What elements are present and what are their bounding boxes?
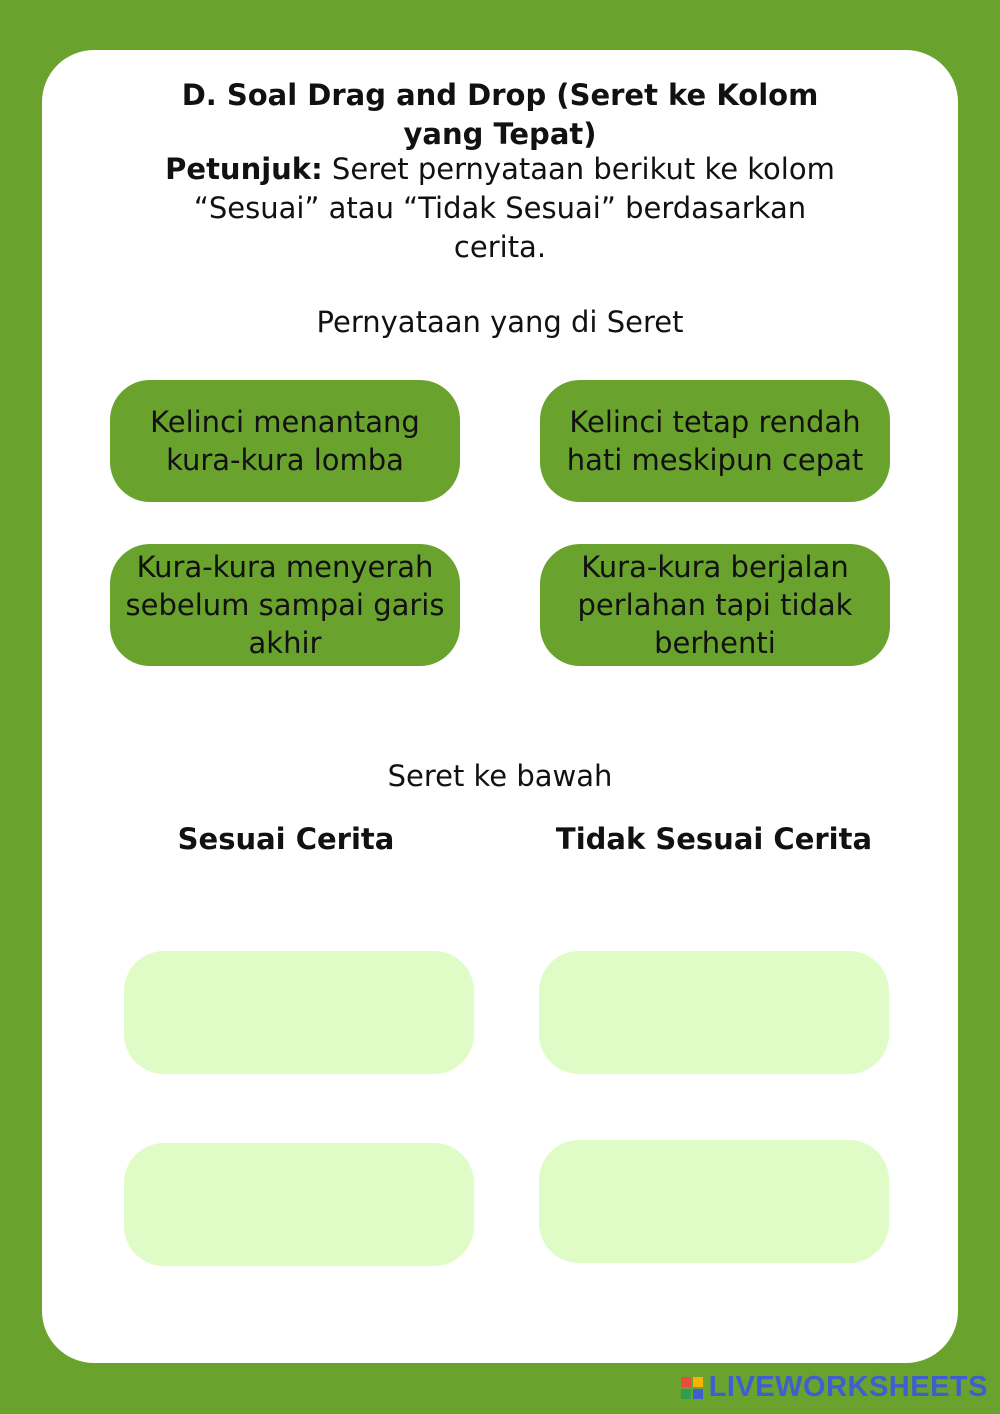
logo-square-red xyxy=(681,1377,691,1387)
draggable-statement-card[interactable]: Kelinci tetap rendah hati meskipun cepat xyxy=(540,380,890,502)
statements-heading: Pernyataan yang di Seret xyxy=(316,305,684,339)
liveworksheets-logo xyxy=(681,1371,988,1404)
logo-square-blue xyxy=(693,1389,703,1399)
instruction-label: Petunjuk: xyxy=(165,152,323,186)
liveworksheets-logo-text: LIVEWORKSHEETS xyxy=(708,1371,988,1403)
draggable-statement-card[interactable]: Kura-kura berjalan perlahan tapi tidak berhenti xyxy=(540,544,890,666)
column-header-sesuai: Sesuai Cerita xyxy=(177,822,395,856)
liveworksheets-logo-icon xyxy=(681,1377,703,1399)
dropzone-sesuai-2[interactable] xyxy=(124,1143,474,1266)
dropzone-sesuai-1[interactable] xyxy=(124,951,474,1074)
column-header-tidak-sesuai: Tidak Sesuai Cerita xyxy=(555,822,873,856)
draggable-statement-card[interactable]: Kelinci menantang kura-kura lomba xyxy=(110,380,460,502)
instructions xyxy=(150,150,850,267)
dropzone-tidak-sesuai-1[interactable] xyxy=(539,951,889,1074)
drop-heading: Seret ke bawah xyxy=(387,759,613,793)
instruction-text: Seret pernyataan berikut ke kolom “Sesuai” atau “Tidak Sesuai” berdasarkan cerita. xyxy=(193,152,835,264)
page-title: D. Soal Drag and Drop (Seret ke Kolom yang Tepat) xyxy=(181,78,819,151)
logo-square-yellow xyxy=(693,1377,703,1387)
draggable-statement-card[interactable]: Kura-kura menyerah sebelum sampai garis akhir xyxy=(110,544,460,666)
dropzone-tidak-sesuai-2[interactable] xyxy=(539,1140,889,1263)
logo-square-green xyxy=(681,1389,691,1399)
